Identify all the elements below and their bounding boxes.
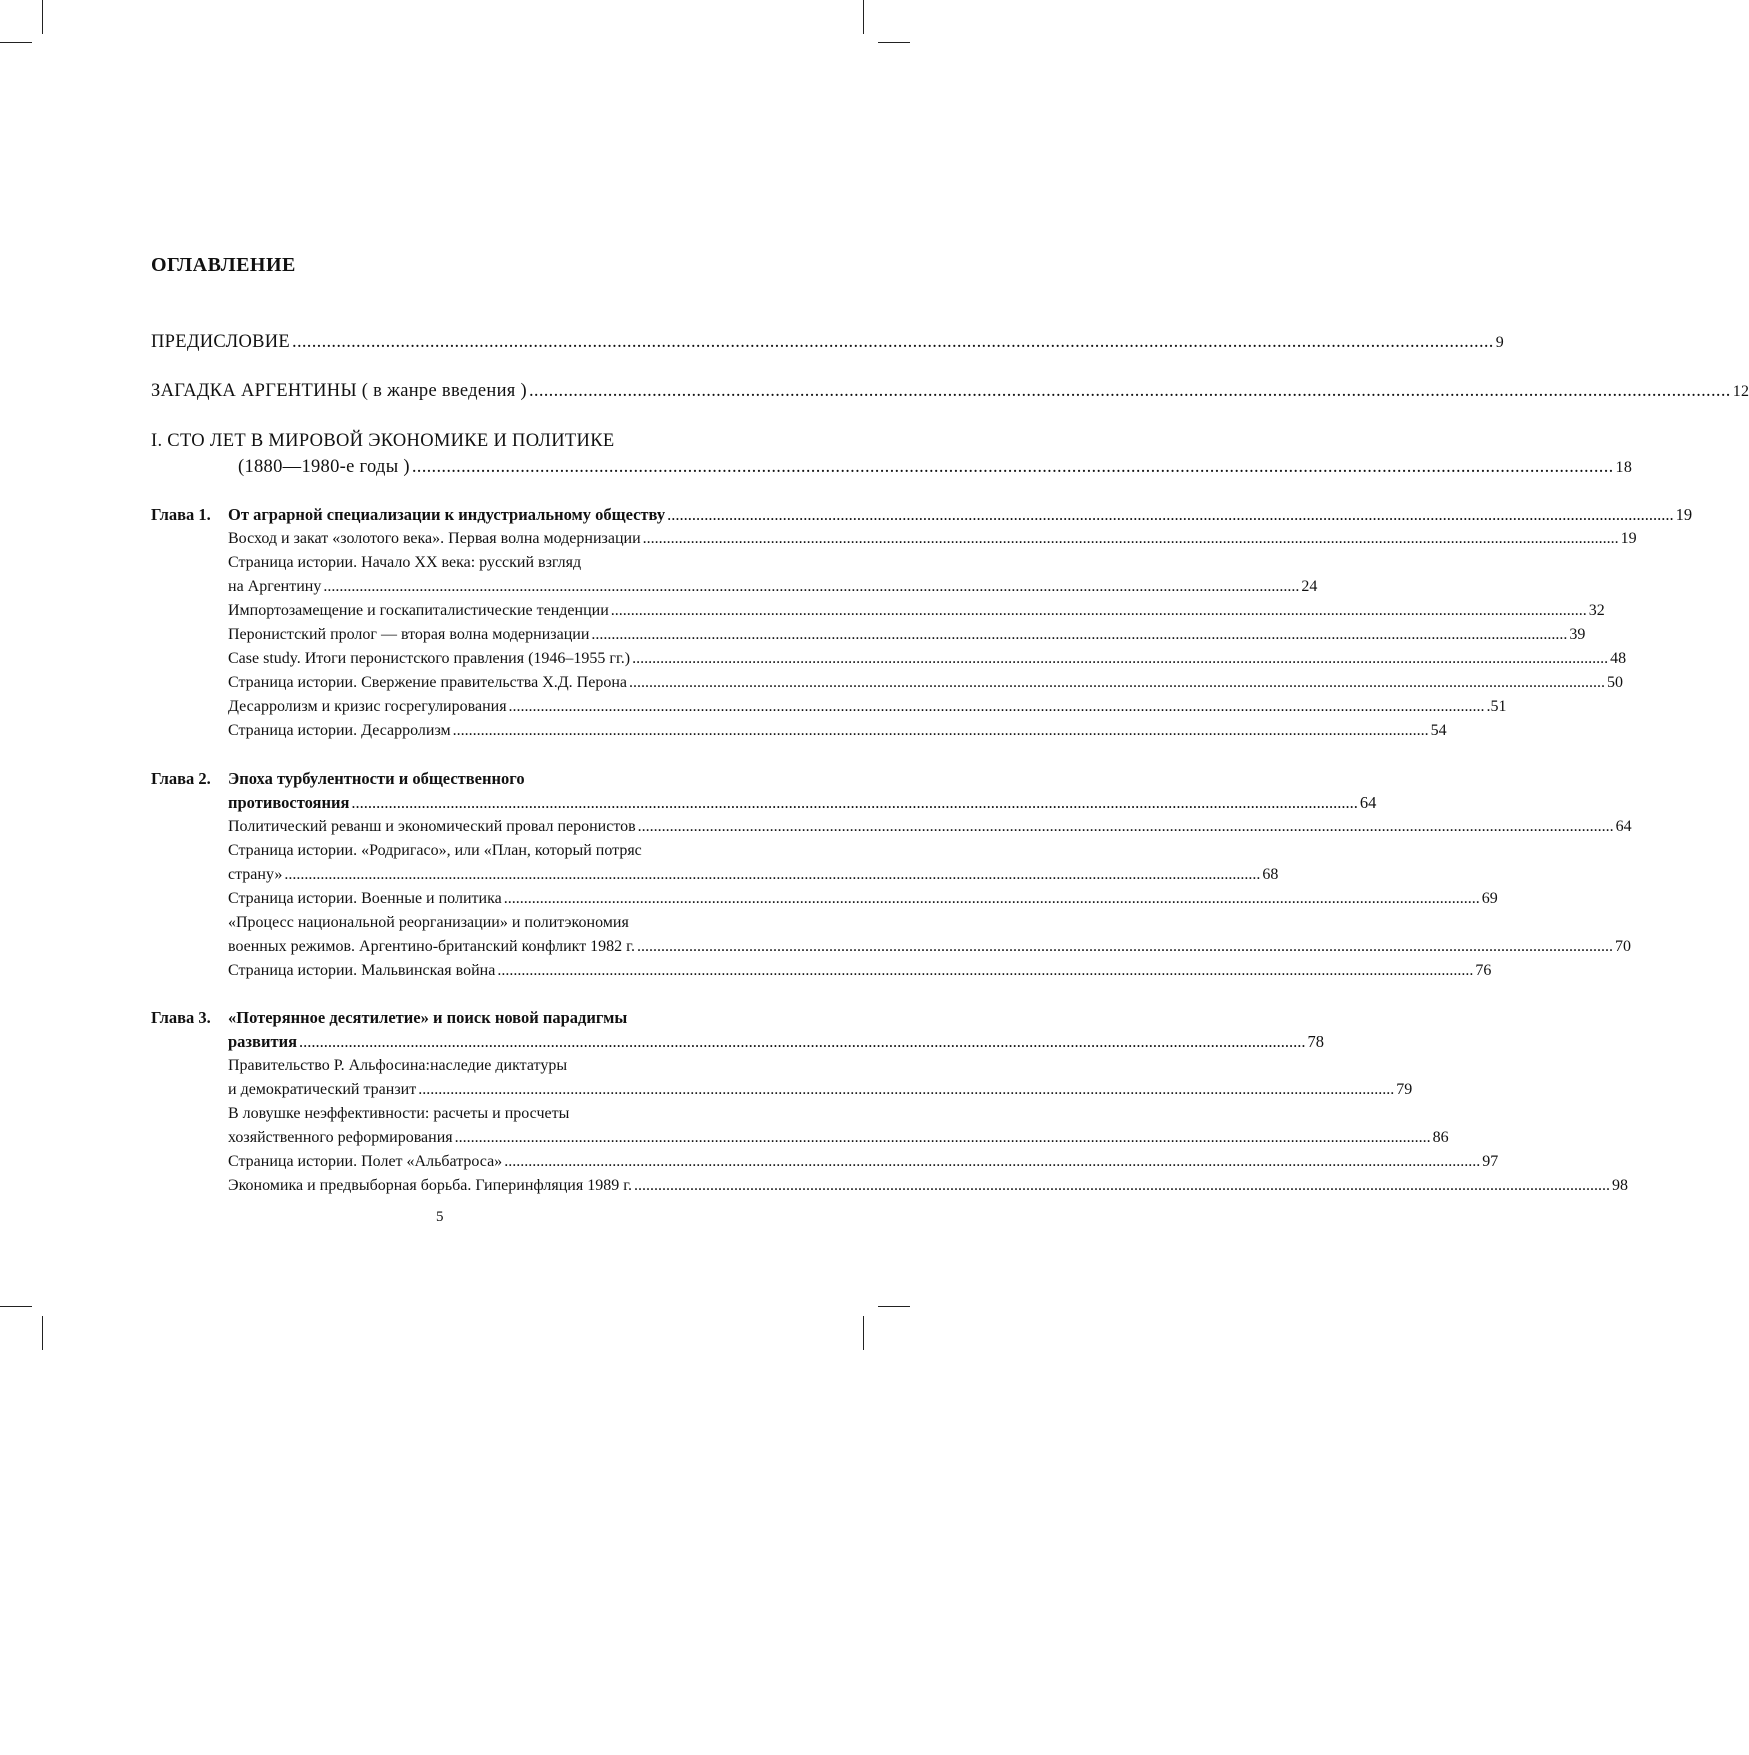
entry-text-line1: В ловушке неэффективности: расчеты и просчеты [228,1105,570,1122]
entry-page: 19 [1620,530,1637,547]
toc-entry[interactable] [228,1054,1413,1102]
crop-mark-top-right-horizontal [878,42,910,43]
leader-dots [284,863,1260,887]
entry-page: 68 [1262,866,1279,883]
toc-title: ОГЛАВЛЕНИЕ [151,254,296,276]
leader-dots [418,1078,1394,1102]
chapter-entries [151,527,1637,743]
toc-entry[interactable] [228,671,1623,695]
entry-text: Страница истории. Десарролизм [228,722,451,739]
entry-page: 79 [1396,1081,1413,1098]
entry-page: 32 [1588,602,1605,619]
chapter-heading[interactable] [151,1006,754,1030]
entry-text: военных режимов. Аргентино-британский конфликт 1982 г. [228,938,635,955]
toc-entry[interactable] [228,527,1637,551]
entry-text: Импортозамещение и госкапиталистические тенденции [228,602,609,619]
chapter-title-line2: развития [228,1032,298,1051]
leader-dots [638,815,1614,839]
entry-text-line1: «Процесс национальной реорганизации» и политэкономия [228,914,629,931]
toc-entry[interactable] [228,1174,1628,1198]
entry-page: 24 [1301,578,1318,595]
chapter-entries [151,815,1632,983]
toc-entry[interactable] [228,551,1318,599]
chapter-title-line2: противостояния [228,793,350,812]
entry-page: 39 [1569,626,1586,643]
entry-page: 54 [1430,722,1447,739]
toc-entry[interactable] [228,911,1631,959]
crop-mark-top-right-vertical [863,0,864,34]
toc-chapter-3 [151,1006,1628,1198]
entry-text: Case study. Итоги перонистского правления (1946–1955 гг.) [228,650,631,667]
entry-text: Восход и закат «золотого века». Первая волна модернизации [228,530,641,547]
crop-mark-top-left-vertical [42,0,43,34]
leader-dots [453,719,1429,743]
entry-page: 48 [1610,650,1627,667]
chapter-heading[interactable] [151,503,1693,527]
toc-entry-part-1[interactable] [151,428,1633,481]
toc-entry[interactable] [228,839,1279,887]
chapter-title-line1: Эпоха турбулентности и общественного [228,769,525,788]
leader-dots [634,1174,1610,1198]
toc-entry-preface[interactable] [151,332,1505,353]
entry-text: Страница истории. Свержение правительства Х.Д. Перона [228,674,627,691]
toc-chapter-2 [151,767,1632,983]
toc-entry[interactable] [228,815,1632,839]
entry-text: Перонистский пролог — вторая волна модернизации [228,626,590,643]
leader-dots [637,935,1613,959]
leader-dots [591,623,1567,647]
chapter-page: 19 [1675,505,1693,524]
leader-dots [629,671,1605,695]
toc-entry[interactable] [228,1150,1499,1174]
leader-dots [504,887,1480,911]
entry-text: Страница истории. Мальвинская война [228,962,496,979]
chapter-title-line1: «Потерянное десятилетие» и поиск новой парадигмы [228,1008,628,1027]
entry-text-line1: Страница истории. Начало XX века: русский взгляд [228,554,582,571]
entry-text: хозяйственного реформирования [228,1129,453,1146]
chapter-heading[interactable] [151,767,754,791]
chapter-label: Глава 3. [151,1008,211,1027]
entry-page: 98 [1611,1177,1628,1194]
crop-mark-bottom-left-horizontal [0,1306,32,1307]
toc-entry[interactable] [228,647,1627,671]
entry-page: 86 [1432,1129,1449,1146]
chapter-title: От аграрной специализации к индустриальному обществу [228,505,666,524]
toc-entry[interactable] [228,599,1605,623]
leader-dots [667,503,1674,527]
entry-text: на Аргентину [228,578,322,595]
chapter-heading-continued[interactable] [151,791,1377,815]
entry-page: 76 [1475,962,1492,979]
entry-page: .51 [1486,698,1507,715]
entry-page: 50 [1607,674,1623,691]
chapter-label: Глава 2. [151,769,211,788]
entry-text: страну» [228,866,283,883]
toc-entry[interactable] [228,719,1447,743]
entry-text: Экономика и предвыборная борьба. Гиперинфляция 1989 г. [228,1177,632,1194]
part-title-line2: (1880—1980-е годы ) [238,457,410,477]
crop-mark-bottom-left-vertical [42,1316,43,1350]
entry-text: Страница истории. Полет «Альбатроса» [228,1153,503,1170]
crop-mark-top-left-horizontal [0,42,32,43]
entry-page: 9 [1495,334,1505,351]
toc-entry[interactable] [228,623,1586,647]
entry-text: и демократический транзит [228,1081,417,1098]
entry-text-line1: Страница истории. «Родригасо», или «План, который потряс [228,842,642,859]
entry-text: ПРЕДИСЛОВИЕ [151,332,291,352]
chapter-page: 64 [1359,793,1377,812]
crop-mark-bottom-right-vertical [863,1316,864,1350]
toc-entry[interactable] [228,1102,1449,1150]
toc-entry[interactable] [228,959,1492,983]
entry-page: 97 [1482,1153,1499,1170]
toc-entry[interactable] [228,887,1498,911]
leader-dots [509,695,1485,719]
entry-text: Десарролизм и кризис госрегулирования [228,698,507,715]
page-number: 5 [436,1209,444,1225]
entry-text: ЗАГАДКА АРГЕНТИНЫ ( в жанре введения ) [151,381,527,401]
leader-dots [529,381,1731,402]
entry-text: Политический реванш и экономический провал перонистов [228,818,636,835]
chapter-label: Глава 1. [151,505,211,524]
entry-page: 70 [1614,938,1631,955]
entry-text: Страница истории. Военные и политика [228,890,502,907]
leader-dots [323,575,1299,599]
crop-mark-bottom-right-horizontal [878,1306,910,1307]
leader-dots [643,527,1619,551]
leader-dots [504,1150,1480,1174]
chapter-page: 78 [1307,1032,1325,1051]
toc-entry-riddle[interactable] [151,381,1749,402]
part-title-line1: I. СТО ЛЕТ В МИРОВОЙ ЭКОНОМИКЕ И ПОЛИТИКЕ [151,431,615,451]
leader-dots [455,1126,1431,1150]
toc-chapter-1 [151,503,1693,743]
entry-page: 64 [1615,818,1632,835]
leader-dots [299,1030,1306,1054]
leader-dots [611,599,1587,623]
entry-text-line1: Правительство Р. Альфосина:наследие диктатуры [228,1057,568,1074]
chapter-entries [151,1054,1628,1198]
leader-dots [497,959,1473,983]
chapter-heading-continued[interactable] [151,1030,1325,1054]
entry-page: 12 [1732,383,1749,400]
leader-dots [351,791,1358,815]
leader-dots [292,332,1494,353]
entry-page: 69 [1481,890,1498,907]
leader-dots [412,454,1614,480]
leader-dots [632,647,1608,671]
entry-page: 18 [1615,459,1633,476]
toc-entry[interactable] [228,695,1507,719]
